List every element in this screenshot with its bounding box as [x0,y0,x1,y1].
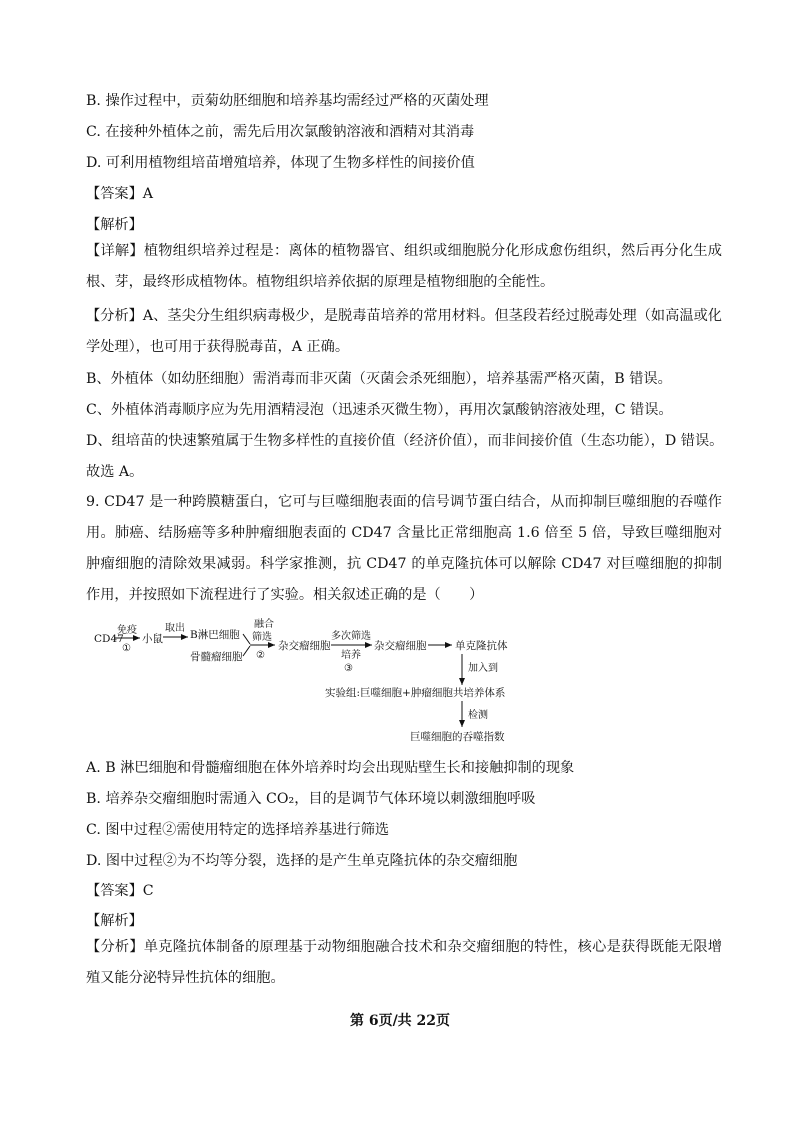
option9-d: D. 图中过程②为不均等分裂，选择的是产生单克隆抗体的杂交瘤细胞 [86,853,518,869]
cd47-label: CD47 [94,633,124,645]
conclusion: 故选 A。 [86,464,144,480]
bracket-top [243,634,250,644]
hybridoma2-label: 杂交瘤细胞 [374,640,427,652]
b-cell-label: B淋巴细胞 [190,629,240,641]
answer-prev: 【答案】A [86,186,153,202]
option9-b: B. 培养杂交瘤细胞时需通入 CO₂，目的是调节气体环境以刺激细胞呼吸 [86,791,536,807]
index-label: 巨噬细胞的吞噬指数 [410,731,505,743]
option9-c: C. 图中过程②需使用特定的选择培养基进行筛选 [86,822,390,838]
myeloma-label: 骨髓瘤细胞 [190,651,243,663]
explain-b: B、外植体（如幼胚细胞）需消毒而非灭菌（灭菌会杀死细胞），培养基需严格灭菌，B 错误。 [86,371,672,387]
step2-label: ② [256,650,265,661]
add-to-label: 加入到 [468,663,498,674]
mouse-label: 小鼠 [142,633,163,645]
explain-c: C、外植体消毒顺序应为先用酒精浸泡（迅速杀灭微生物），再用次氯酸钠溶液处理，C 错误。 [86,402,673,418]
fuse-label: 融合 [254,619,274,630]
experiment-label: 实验组:巨噬细胞+肿瘤细胞共培养体系 [325,687,506,699]
culture-label: 培养 [341,650,361,661]
analysis-label: 【解析】 [86,217,143,233]
option-d-prev: D. 可利用植物组培苗增殖培养，体现了生物多样性的间接价值 [86,155,475,171]
option-b-prev: B. 操作过程中，贡菊幼胚细胞和培养基均需经过严格的灭菌处理 [86,93,489,109]
page-footer: 第 6页/共 22页 [349,1013,451,1029]
flow-diagram [0,600,800,750]
mab-label: 单克隆抗体 [455,640,508,652]
analysis9-label: 【解析】 [86,913,143,929]
question9-stem: 9. CD47 是一种跨膜糖蛋白，它可与巨噬细胞表面的信号调节蛋白结合，从而抑制巨噬细胞的吞噬作用。肺癌、结肠癌等多种肿瘤细胞表面的 CD47 含量比正常细胞高 1.6 倍至 5 倍，导致巨噬细胞对肿瘤细胞的清除效果减弱。科学家推测，抗 CD47 的单克隆抗体可以解除 CD47 对巨噬细胞的抑制作用，并按照如下流程进行了实验。相关叙述正确的是（ ） [86,494,722,603]
step1-label: ① [122,643,131,654]
fenxi9-paragraph: 【分析】单克隆抗体制备的原理基于动物细胞融合技术和杂交瘤细胞的特性，核心是获得既能无限增殖又能分泌特异性抗体的细胞。 [86,939,722,986]
immunize-label: 免疫 [117,625,137,636]
option-c-prev: C. 在接种外植体之前，需先后用次氯酸钠溶液和酒精对其消毒 [86,124,475,140]
extract-label: 取出 [165,623,185,634]
answer9: 【答案】C [86,883,154,899]
detail-paragraph: 【详解】植物组织培养过程是：离体的植物器官、组织或细胞脱分化形成愈伤组织，然后再分化生成根、芽，最终形成植物体。植物组织培养依据的原理是植物细胞的全能性。 [86,243,722,290]
screen-label: 筛选 [252,632,272,643]
bracket-bottom [243,646,250,656]
hybridoma1-label: 杂交瘤细胞 [278,640,331,652]
step3-label: ③ [344,663,353,674]
option9-a: A. B 淋巴细胞和骨髓瘤细胞在体外培养时均会出现贴壁生长和接触抑制的现象 [86,760,575,776]
explain-d: D、组培苗的快速繁殖属于生物多样性的直接价值（经济价值），而非间接价值（生态功能），D 错误。 [86,433,724,449]
multi-screen-label: 多次筛选 [331,631,371,642]
fenxi-paragraph: 【分析】A、茎尖分生组织病毒极少，是脱毒苗培养的常用材料。但茎段若经过脱毒处理（如高温或化学处理），也可用于获得脱毒苗，A 正确。 [86,308,722,355]
detect-label: 检测 [468,710,488,721]
